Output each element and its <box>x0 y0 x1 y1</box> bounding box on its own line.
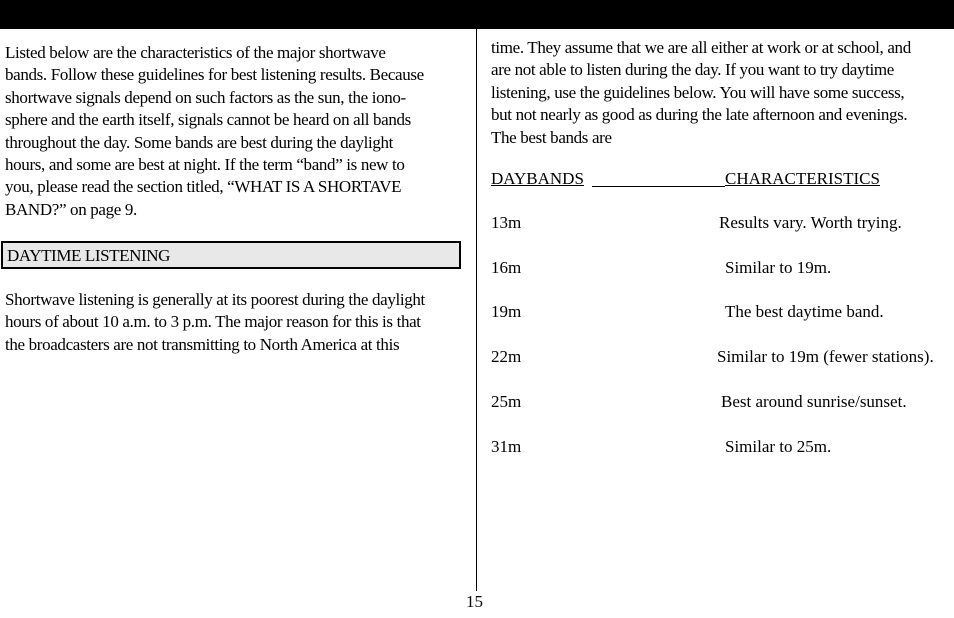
text-line: bands. Follow these guidelines for best listening results. Because <box>5 65 424 85</box>
header-daybands: DAYBANDS <box>491 169 584 188</box>
band-name: 16m <box>491 258 522 277</box>
text-line: shortwave signals depend on such factors as the sun, the iono- <box>5 87 406 107</box>
text-line: The best bands are <box>491 127 612 147</box>
band-characteristics: Similar to 25m. <box>725 437 832 456</box>
band-name: 31m <box>491 437 522 456</box>
header-characteristics: CHARACTERISTICS <box>725 169 880 188</box>
band-name: 19m <box>491 302 522 321</box>
band-characteristics: Results vary. Worth trying. <box>719 213 902 232</box>
band-characteristics: The best daytime band. <box>725 302 884 321</box>
table-row <box>491 212 954 234</box>
table-header <box>491 168 954 190</box>
band-name: 22m <box>491 347 522 366</box>
intro-paragraph <box>5 42 467 221</box>
text-line: throughout the day. Some bands are best during the daylight <box>5 132 394 152</box>
text-line: hours of about 10 a.m. to 3 p.m. The major reason for this is that <box>5 312 421 332</box>
band-name: 13m <box>491 213 522 232</box>
header-underline <box>592 186 725 187</box>
band-characteristics: Similar to 19m (fewer stations). <box>717 347 934 366</box>
table-row <box>491 301 954 323</box>
section-heading: DAYTIME LISTENING <box>7 246 171 265</box>
text-line: sphere and the earth itself, signals cannot be heard on all bands <box>5 110 411 130</box>
header-bar <box>0 0 954 29</box>
section-heading-box <box>1 241 461 269</box>
band-characteristics: Similar to 19m. <box>725 258 832 277</box>
text-line: time. They assume that we are all either at work or at school, and <box>491 38 911 57</box>
daytime-listening-paragraph <box>5 289 467 356</box>
text-line: listening, use the guidelines below. You will have some success, <box>491 82 905 102</box>
column-divider <box>476 29 477 591</box>
text-line: Shortwave listening is generally at its poorest during the daylight <box>5 290 425 309</box>
text-line: hours, and some are best at night. If the term “band” is new to <box>5 155 405 175</box>
page-number: 15 <box>466 592 483 611</box>
band-characteristics: Best around sunrise/sunset. <box>721 392 907 411</box>
text-line: but not nearly as good as during the late afternoon and evenings. <box>491 105 908 125</box>
band-name: 25m <box>491 392 522 411</box>
text-line: you, please read the section titled, “WHAT IS A SHORTAVE <box>5 177 402 197</box>
text-line: BAND?” on page 9. <box>5 199 137 219</box>
table-row <box>491 391 954 413</box>
text-line: are not able to listen during the day. If you want to try daytime <box>491 60 894 80</box>
table-row <box>491 436 954 458</box>
continuation-paragraph <box>491 37 953 149</box>
table-row <box>491 346 954 368</box>
table-row <box>491 257 954 279</box>
text-line: Listed below are the characteristics of the major shortwave <box>5 43 386 62</box>
text-line: the broadcasters are not transmitting to North America at this <box>5 334 400 354</box>
